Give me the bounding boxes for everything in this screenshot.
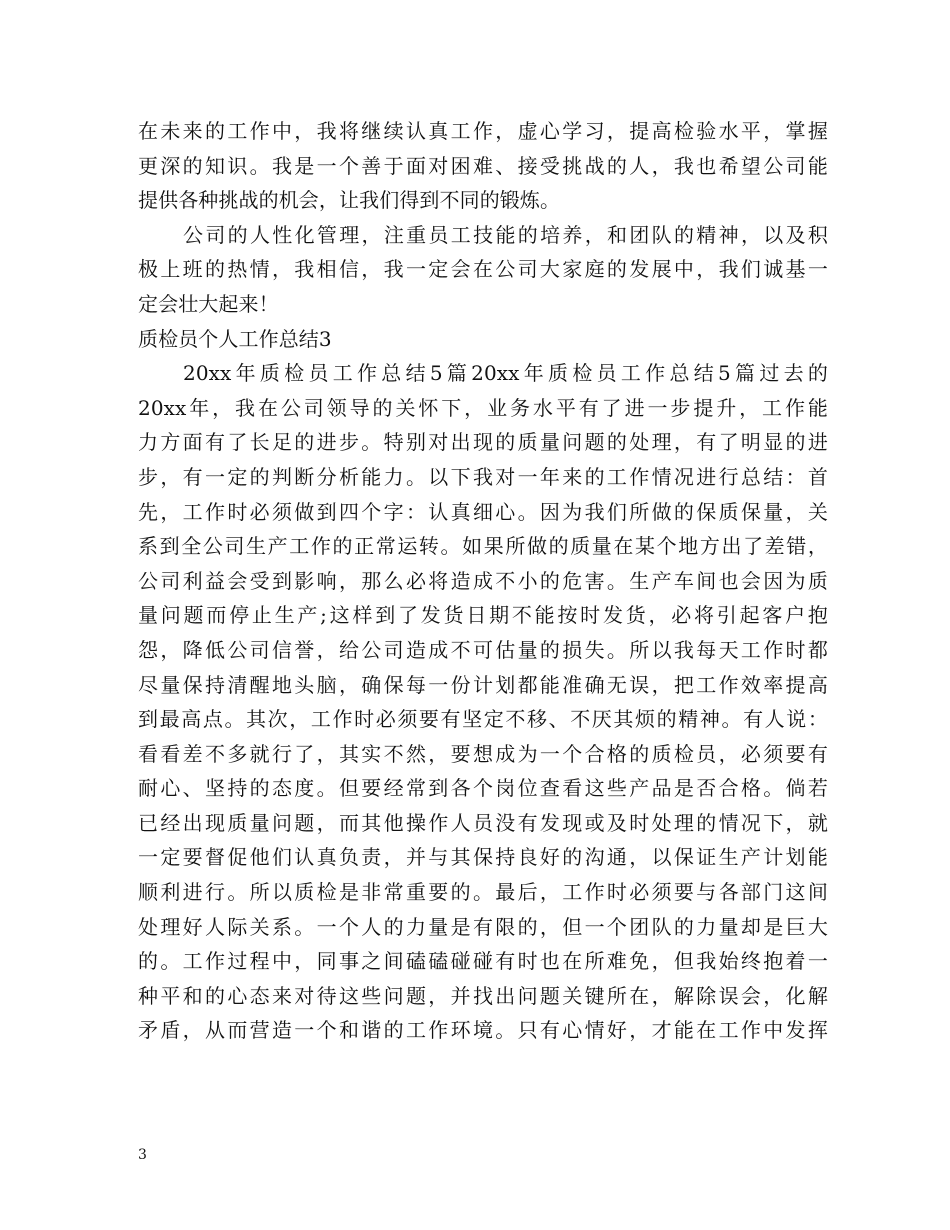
text-line: 看看差不多就行了，其实不然，要想成为一个合格的质检员，必须要有 — [138, 741, 828, 766]
text-line: 尽量保持清醒地头脑，确保每一份计划都能准确无误，把工作效率提高 — [138, 672, 828, 697]
text-line: 定会壮大起来！ — [138, 291, 279, 316]
text-line: 20xx年，我在公司领导的关怀下，业务水平有了进一步提升，工作能 — [138, 395, 828, 420]
text-line: 更深的知识。我是一个善于面对困难、接受挑战的人，我也希望公司能 — [138, 153, 828, 178]
body-text — [138, 114, 828, 1048]
text-line: 到最高点。其次，工作时必须要有坚定不移、不厌其烦的精神。有人说： — [138, 707, 828, 732]
text-line: 公司的人性化管理，注重员工技能的培养，和团队的精神，以及积 — [183, 222, 828, 247]
text-line: 量问题而停止生产;这样到了发货日期不能按时发货，必将引起客户抱 — [138, 603, 828, 628]
page-number: 3 — [138, 1147, 147, 1163]
text-line: 种平和的心态来对待这些问题，并找出问题关键所在，解除误会，化解 — [138, 983, 828, 1008]
text-line: 20xx年质检员工作总结5篇20xx年质检员工作总结5篇过去的 — [183, 361, 828, 386]
text-line: 一定要督促他们认真负责，并与其保持良好的沟通，以保证生产计划能 — [138, 845, 828, 870]
text-line: 矛盾，从而营造一个和谐的工作环境。只有心情好，才能在工作中发挥 — [138, 1018, 828, 1043]
text-line: 耐心、坚持的态度。但要经常到各个岗位查看这些产品是否合格。倘若 — [138, 776, 828, 801]
section-heading: 质检员个人工作总结3 — [138, 326, 332, 351]
text-line: 在未来的工作中，我将继续认真工作，虚心学习，提高检验水平，掌握 — [138, 119, 828, 143]
text-line: 怨，降低公司信誉，给公司造成不可估量的损失。所以我每天工作时都 — [138, 637, 828, 662]
text-line: 公司利益会受到影响，那么必将造成不小的危害。生产车间也会因为质 — [138, 568, 828, 593]
text-line: 顺利进行。所以质检是非常重要的。最后，工作时必须要与各部门这间 — [138, 880, 828, 905]
text-line: 步，有一定的判断分析能力。以下我对一年来的工作情况进行总结：首 — [138, 464, 828, 489]
text-line: 先，工作时必须做到四个字：认真细心。因为我们所做的保质保量，关 — [138, 499, 828, 524]
text-line: 已经出现质量问题，而其他操作人员没有发现或及时处理的情况下，就 — [138, 810, 828, 835]
text-line: 系到全公司生产工作的正常运转。如果所做的质量在某个地方出了差错， — [138, 534, 828, 559]
text-line: 的。工作过程中，同事之间磕磕碰碰有时也在所难免，但我始终抱着一 — [138, 949, 828, 974]
text-line: 处理好人际关系。一个人的力量是有限的，但一个团队的力量却是巨大 — [138, 914, 828, 939]
text-line: 提供各种挑战的机会，让我们得到不同的锻炼。 — [138, 188, 561, 213]
text-line: 极上班的热情，我相信，我一定会在公司大家庭的发展中，我们诚基一 — [138, 257, 828, 282]
text-line: 力方面有了长足的进步。特别对出现的质量问题的处理，有了明显的进 — [138, 430, 828, 455]
